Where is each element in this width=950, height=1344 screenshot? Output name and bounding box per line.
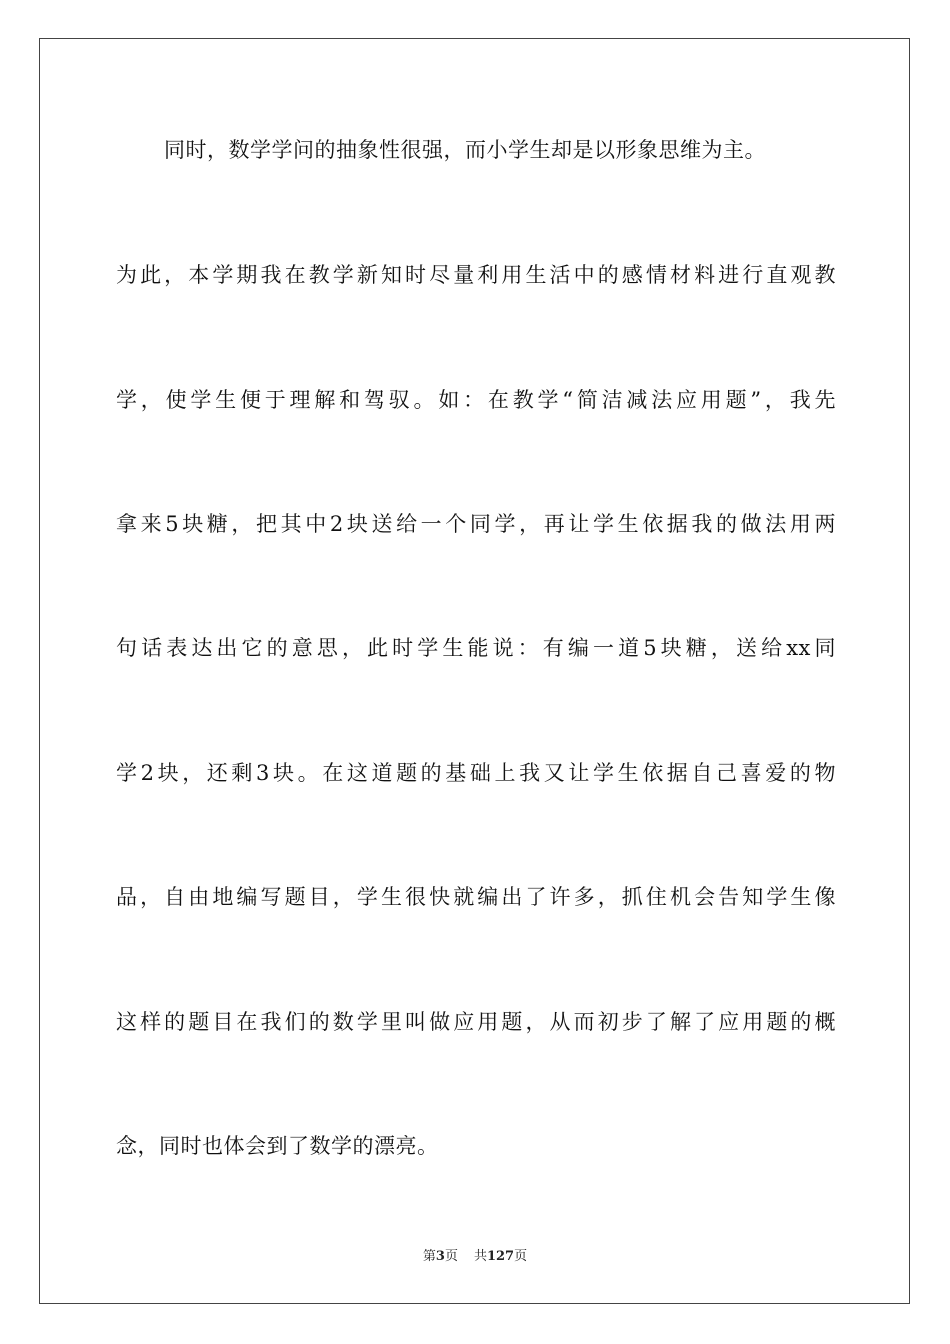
page-prefix: 第 — [422, 1249, 436, 1264]
paragraph-line-1: 同时，数学学问的抽象性很强，而小学生却是以形象思维为主。 — [164, 138, 766, 162]
page-number: 3 — [435, 1249, 445, 1264]
paragraph-line-7: 品，自由地编写题目，学生很快就编出了许多，抓住机会告知学生像 — [116, 885, 836, 909]
paragraph-line-8: 这样的题目在我们的数学里叫做应用题，从而初步了解了应用题的概 — [116, 1010, 836, 1034]
paragraph-line-9: 念，同时也体会到了数学的漂亮。 — [116, 1134, 439, 1158]
paragraph-line-3: 学，使学生便于理解和驾驭。如：在教学“简洁减法应用题”，我先 — [116, 388, 836, 412]
total-prefix: 共 — [473, 1249, 487, 1264]
total-pages: 127 — [486, 1249, 515, 1264]
total-suffix: 页 — [514, 1249, 528, 1264]
paragraph-line-4: 拿来5块糖，把其中2块送给一个同学，再让学生依据我的做法用两 — [116, 512, 836, 536]
page-footer — [0, 1248, 950, 1266]
paragraph-line-5: 句话表达出它的意思，此时学生能说：有编一道5块糖，送给xx同 — [116, 636, 836, 660]
paragraph-line-6: 学2块，还剩3块。在这道题的基础上我又让学生依据自己喜爱的物 — [116, 761, 836, 785]
page-suffix: 页 — [444, 1249, 458, 1264]
paragraph-line-2: 为此，本学期我在教学新知时尽量利用生活中的感情材料进行直观教 — [116, 263, 836, 287]
page-border — [39, 38, 910, 1304]
